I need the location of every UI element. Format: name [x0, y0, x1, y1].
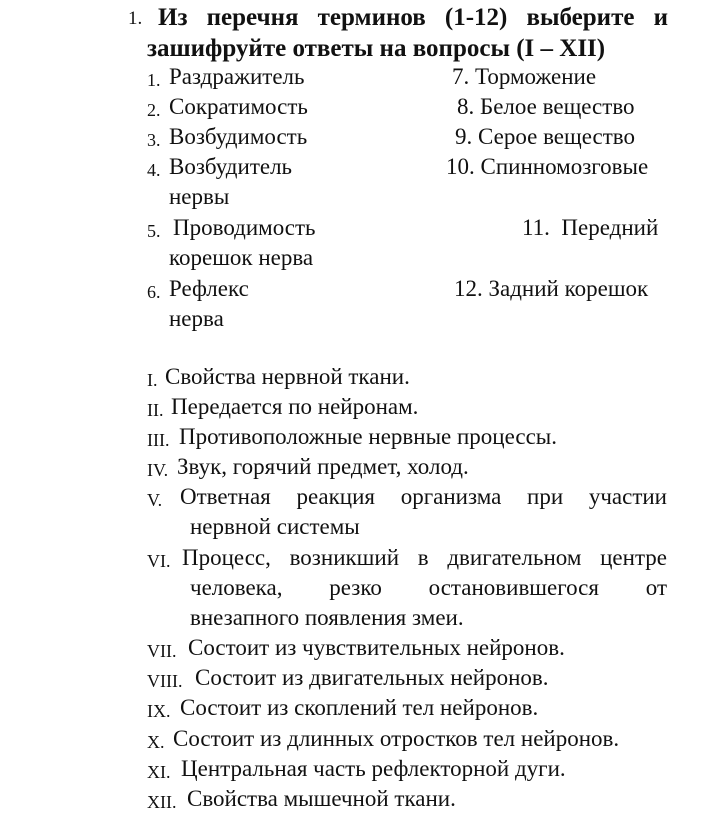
question-number: XII.: [147, 792, 177, 812]
term-text: Возбудитель: [169, 154, 293, 179]
question-text: Процесс, возникший в двигательном центре: [182, 545, 667, 570]
question-number: VII.: [147, 641, 177, 661]
question-number: II.: [147, 400, 164, 420]
question-text-continuation: нервной системы: [190, 514, 360, 539]
question-text: Состоит из чувствительных нейронов.: [188, 635, 565, 660]
question-number: VI.: [147, 551, 171, 571]
term-10: [446, 154, 648, 180]
question-text: Передается по нейронам.: [171, 394, 419, 419]
question-text: Ответная реакция организма при участии: [180, 484, 667, 509]
term-text: Рефлекс: [169, 276, 249, 301]
question-number: VIII.: [147, 671, 183, 691]
term-text: Проводимость: [173, 215, 316, 240]
term-7: [452, 64, 596, 90]
task-title-line-1: Из перечня терминов (1-12) выберите и: [158, 4, 668, 31]
question-number: I.: [147, 370, 158, 390]
term-9: [455, 124, 635, 150]
question-text: Состоит из двигательных нейронов.: [195, 665, 549, 690]
term-number: 9.: [455, 124, 473, 149]
term-number: 8.: [457, 94, 475, 119]
term-number: 11.: [522, 215, 550, 240]
term-11: [522, 215, 658, 241]
term-8: [457, 94, 635, 120]
term-number: 1.: [147, 70, 161, 90]
question-text: Состоит из длинных отростков тел нейронов.: [173, 726, 620, 751]
term-continuation: нерва: [169, 306, 224, 331]
question-text: Звук, горячий предмет, холод.: [177, 454, 469, 479]
question-number: IX.: [147, 701, 171, 721]
question-number: V.: [147, 490, 163, 510]
question-text-continuation: человека, резко остановившегося от: [190, 575, 667, 600]
term-text: Передний: [561, 215, 659, 240]
question-text: Свойства мышечной ткани.: [187, 786, 456, 811]
term-text: Торможение: [475, 64, 597, 89]
term-number: 10.: [446, 154, 475, 179]
term-text: Сократимость: [169, 94, 308, 119]
term-number: 2.: [147, 100, 161, 120]
question-number: XI.: [147, 762, 171, 782]
question-text: Противоположные нервные процессы.: [179, 424, 558, 449]
term-number: 7.: [452, 64, 470, 89]
term-number: 12.: [454, 276, 483, 301]
term-text: Раздражитель: [169, 64, 305, 89]
question-text: Состоит из скоплений тел нейронов.: [180, 695, 539, 720]
question-text: Свойства нервной ткани.: [165, 364, 410, 389]
question-number: X.: [147, 732, 165, 752]
term-number: 6.: [147, 282, 161, 302]
term-12: [454, 276, 648, 302]
question-number: IV.: [147, 460, 169, 480]
term-text: Возбудимость: [169, 124, 308, 149]
term-number: 4.: [147, 160, 161, 180]
term-text: Серое вещество: [478, 124, 635, 149]
term-text: Спинномозговые: [480, 154, 649, 179]
question-number: III.: [147, 430, 170, 450]
task-title-line-2: зашифруйте ответы на вопросы (I – XII): [147, 35, 606, 62]
term-text: Задний корешок: [488, 276, 649, 301]
term-text: Белое вещество: [480, 94, 635, 119]
question-text-continuation: внезапного появления змеи.: [190, 605, 464, 630]
task-number: 1.: [128, 8, 143, 29]
term-continuation: корешок нерва: [169, 245, 314, 270]
term-number: 3.: [147, 130, 161, 150]
term-continuation: нервы: [169, 184, 230, 209]
question-text: Центральная часть рефлекторной дуги.: [181, 756, 566, 781]
term-number: 5.: [147, 221, 161, 241]
